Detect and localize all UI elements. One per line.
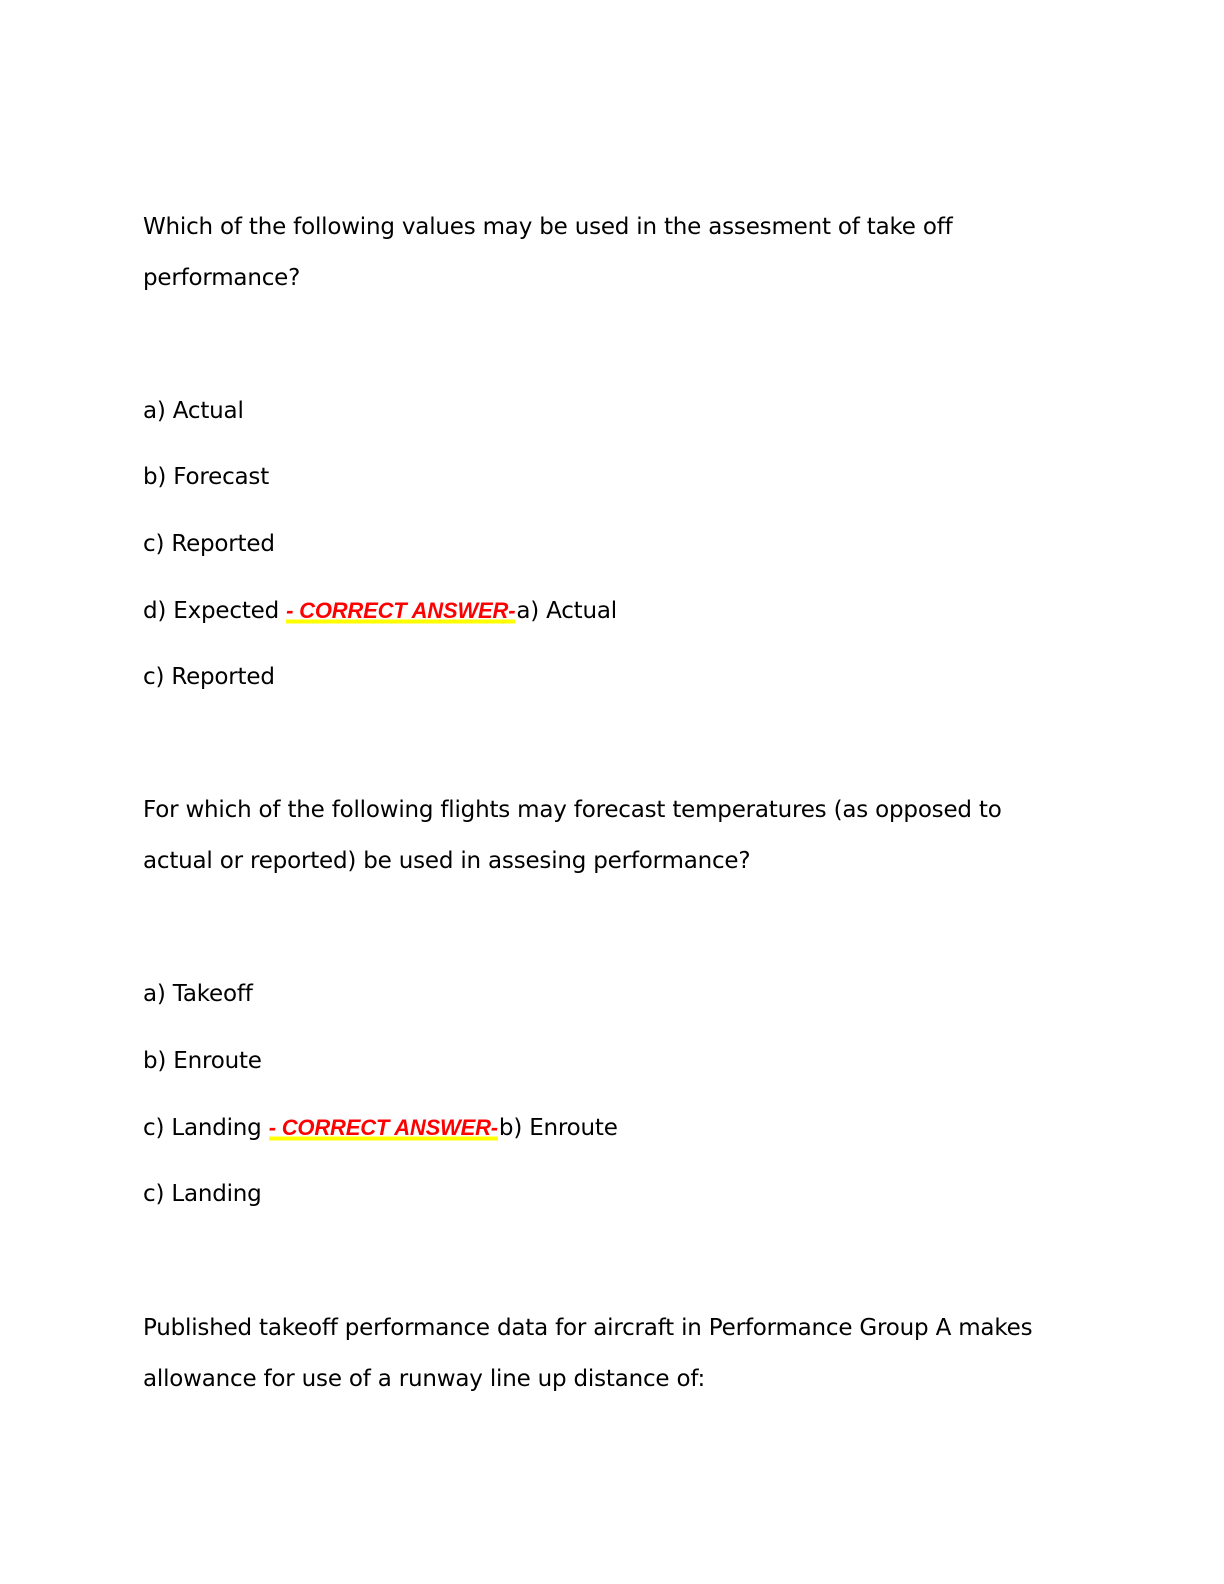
question-1-line-1: Which of the following values may be used in the assesment of take off bbox=[143, 214, 953, 240]
question-1-option-d: d) Expected bbox=[143, 598, 287, 624]
question-1-option-a: a) Actual bbox=[143, 398, 244, 424]
question-2-answer-1: b) Enroute bbox=[498, 1115, 618, 1141]
question-3-line-1: Published takeoff performance data for aircraft in Performance Group A makes bbox=[143, 1315, 1033, 1341]
question-2-option-b: b) Enroute bbox=[143, 1048, 262, 1074]
question-2-answer-line bbox=[143, 1113, 618, 1143]
question-3-line-2: allowance for use of a runway line up distance of: bbox=[143, 1366, 705, 1392]
question-2-line-1: For which of the following flights may forecast temperatures (as opposed to bbox=[143, 797, 1002, 823]
correct-answer-marker: - CORRECT ANSWER- bbox=[286, 596, 515, 626]
question-2-option-a: a) Takeoff bbox=[143, 981, 253, 1007]
question-1-answer-line bbox=[143, 596, 617, 626]
question-1-option-b: b) Forecast bbox=[143, 464, 270, 490]
question-1-line-2: performance? bbox=[143, 265, 301, 291]
question-2-line-2: actual or reported) be used in assesing performance? bbox=[143, 848, 751, 874]
question-2-option-c: c) Landing bbox=[143, 1115, 269, 1141]
question-1-answer-1: a) Actual bbox=[516, 598, 617, 624]
question-2-answer-2: c) Landing bbox=[143, 1181, 262, 1207]
question-1-option-c: c) Reported bbox=[143, 531, 275, 557]
question-1-answer-2: c) Reported bbox=[143, 664, 275, 690]
correct-answer-marker: - CORRECT ANSWER- bbox=[269, 1113, 498, 1143]
